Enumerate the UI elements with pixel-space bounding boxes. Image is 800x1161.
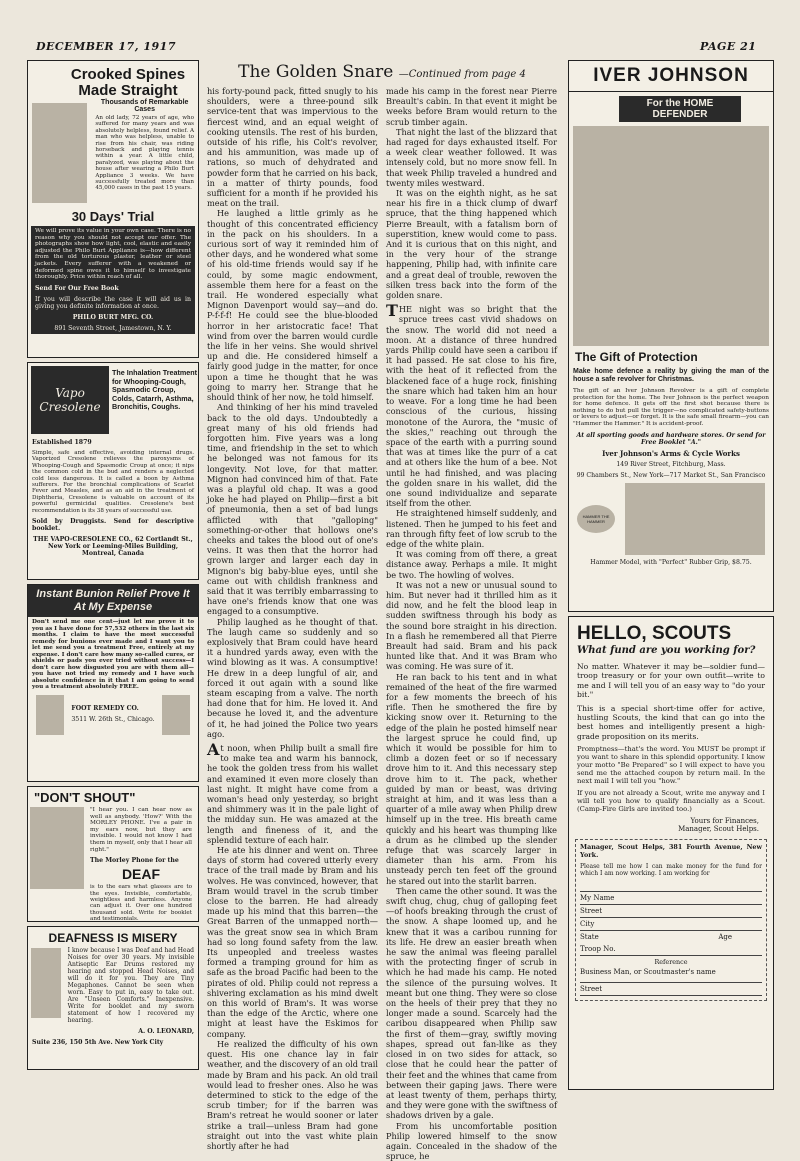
coupon-field-age[interactable]: Age [718,933,732,942]
man-listening-drawing [30,807,84,889]
story-paragraph: his forty-pound pack, fitted snugly to his shoulders, were a three-pound silk service-tent that was impervious to the fiercest wind, and an equal weight of cooking utensils. The rest of his burden, outside of his rifle, his Colt's revolver, and his ammunition, was made up of rations, so much of dehydrated and powder form that he carried on his back, in a matter of thirty pounds, food sufficient for a month if he provided his meat on the trail. [207,86,378,209]
story-paragraph: He realized the difficulty of his own quest. His one chance lay in fair weather, and the discovery of an old trail made by Bram and his pack. An old trail would lead to fresher ones. Also he was determined to stick to the edge of the scrub timber; for if the barren was Bram's retreat he would sooner or later strike a trail—unless Bram had gone straight out into the vast white plain shortly after he had [207,1038,378,1151]
gift-of-protection-title: The Gift of Protection [575,350,698,364]
dont-shout-body: "I hear you. I can hear now as well as anybody. 'How?' With the MORLEY PHONE. I've a pair in my ears now, but they are invisible. I would not know I had them in myself, only that I hear all right." [90,807,192,853]
foot-remedy-address: 3511 W. 26th St., Chicago. [71,715,155,723]
iver-address2: 99 Chambers St., New York—717 Market St., San Francisco [576,471,766,479]
story-continued: —Continued from page 4 [398,69,526,80]
iver-company: Iver Johnson's Arms & Cycle Works [602,448,740,458]
vapo-company: THE VAPO-CRESOLENE CO., 62 Cortlandt St., New York or Leeming-Miles Building, Montreal, Canada [33,536,193,558]
free-book-heading: Send For Our Free Book [35,284,119,292]
hammer-stamp-text: HAMMER THE HAMMER [582,513,610,524]
philo-burt-company: PHILO BURT MFG. CO. [72,313,154,321]
foot-right-drawing [162,695,190,735]
scouts-body2: This is a special short-time offer for active, hustling Scouts, the kind that can go into the best homes and intelligently present a high-grade proposition on its merits. [577,703,765,741]
scouts-title: HELLO, SCOUTS [577,623,732,644]
vapo-logo: Vapo Cresolene [39,386,101,414]
scouts-subtitle: What fund are you working for? [577,645,756,656]
scouts-coupon[interactable] [575,839,767,1001]
story-paragraph: He ran back to his tent and in what remained of the heat of the fire warmed for a few moments the breech of his rifle. Then he smothered the fire by kicking snow over it. Returning to the edge of the plain he posted himself near the largest spruce he could find, up which it would be possible for him to climb a dozen feet or so if necessary drove him to it. And this necessary step drove him to it. The pack, whether guided by man or beast, was driving straight at him, and it was less than a quarter of a mile away when Philip drew himself up in the tree. His breath came quickly and his heart was thumping like a drum as he climbed up the slender refuge that was scarcely larger in diameter than his arm. From his unsteady perch ten feet off the ground he stared out into the starlit barren. [386,671,557,886]
portrait-drawing [31,948,61,1018]
dont-shout-body2: is to the ears what glasses are to the eyes. Invisible, comfortable, weightless and harmless. Anyone can adjust it. Over one hundred thousand sold. Write for booklet and testimonials. [90,884,192,923]
scouts-body: No matter. Whatever it may be—soldier fund—troop treasury or for your own outfit—write to me and I will tell you of an easy way to "do your bit." [577,662,765,700]
page-number: PAGE 21 [700,40,757,53]
deafness-title: DEAFNESS IS MISERY [48,931,178,945]
story-text-columns [207,86,557,1161]
bunion-relief-ad [27,584,199,782]
story-paragraph: It was not a new or unusual sound to him. But never had it thrilled him as it did now, and he felt the blood leap in sudden swiftness through his body as the sound bore straight in his direction. In a flash he remembered all that Pierre Breault had said. Bram and his pack hunted like that. And it was Bram who was coming. He was sure of it. [386,579,557,672]
crooked-spines-ad [27,60,199,358]
couple-illustration [573,126,769,346]
story-paragraph: At noon, when Philip built a small fire to make tea and warm his bannock, he took the golden tress from his wallet and examined it even more closely than last night. It might have come from a woman's head only yesterday, so bright and shimmery was it in the pale light of the midday sun. He was amazed at the length and fineness of it, and the splendid texture of each hair. [207,740,378,845]
story-column-2 [386,86,557,1161]
coupon-field-troop[interactable]: Troop No. [580,945,762,956]
vapo-sold: Sold by Druggists. Send for descriptive booklet. [32,518,194,533]
hammer-stamp [577,505,615,533]
left-ads-column [27,60,199,1095]
story-paragraph: He ate his dinner and went on. Three days of storm had covered utterly every trace of the trail made by Bram and his wolves. He was convinced, however, that Bram would travel in the scrub timber close to the barren. He had already made up his mind that this barren—the Great Barren of the unmapped north—was the great snow sea in which Bram had so long found safety from the law. Its unpeopled and treeless wastes formed a tramping ground for him as safe as the broad Pacific had been to the pirates of old. Philip could not repress a shivering exclamation as his mind dwelt on this world of Bram's. It was worse than the edge of the Arctic, where one might at least have the Eskimos for company. [207,845,378,1039]
foot-remedy-company: FOOT REMEDY CO. [71,704,139,712]
story-paragraph: It was coming from off there, a great distance away. Perhaps a mile. It might be two. The howling of wolves. [386,549,557,580]
story-paragraph: And thinking of her his mind traveled back to the old days. Undoubtedly a great many of his old friends had forgotten him. Five years was a long time, and friendship in the set to which he belonged was not famous for its longevity. Not love, for that matter. Mignon had convinced him of that. Fate was a playful old chap. It was a good joke he had played on Philip—first a bit of pneumonia, then a set of bad lungs afflicted with that "galloping" something-or-other that hollows one's cheeks and takes the blood out of one's veins. It was then that the horror had grown larger and larger each day in Mignon's big baby-blue eyes, until she came out with childish frankness and said that it was terribly embarrassing to have one's friends know that one was engaged to a consumptive. [207,402,378,617]
coupon-field-city[interactable]: City [580,920,762,931]
right-ads-column [568,60,774,1095]
woman-photo [32,103,87,203]
dont-shout-title: "DON'T SHOUT" [34,790,136,805]
deaf-heading: DEAF [121,866,161,883]
story-paragraph: From his uncomfortable position Philip lowered himself to the snow again. Concealed in the shadow of the spruce, he [386,1120,557,1161]
vapo-established: Established 1879 [32,439,92,446]
gift-body2: The gift of an Iver Johnson Revolver is a gift of complete protection for the home. The Iver Johnson is the perfect weapon for home defence. It gets off the first shot because there is nothing to do but pull the trigger—no complicated safety-buttons or levers to adjust—or forget. It is the safe small firearm—you can "Hammer the Hammer." It is accident-proof. [573,388,769,427]
iver-address: 149 River Street, Fitchburg, Mass. [616,460,726,468]
coupon-field-street[interactable]: Street [580,907,762,918]
coupon-field-state[interactable]: State [580,933,599,942]
story-paragraph: It was on the eighth night, as he sat near his fire in a thick clump of dwarf spruce, that the thing happened which Pierre Breault, with a fatalism born of superstition, knew would come to pass. And it is curious that on this night, and in the very hour of the strange happening, Philip had, with infinite care and a great deal of trouble, rewoven the silken tress back into the form of the golden snare. [386,188,557,301]
vapo-side: The Inhalation Treatment for Whooping-Cough, Spasmodic Croup, Colds, Catarrh, Asthma, Bronchitis, Coughs. [112,368,198,412]
story-title-text: The Golden Snare [238,62,394,82]
foot-left-drawing [36,695,64,735]
bunion-title: Instant Bunion Relief Prove It At My Expense [28,585,198,617]
trial-heading: 30 Days' Trial [71,209,155,224]
coupon-state-age-row [580,933,762,943]
iver-tagline: For the HOME DEFENDER [619,96,741,122]
bunion-body: Don't send me one cent—just let me prove it to you as I have done for 57,532 others in the last six months. I claim to have the most successful remedy for bunions ever made and I want you to let me send you a treatment Free, entirely at my expense. I don't care how many so-called cures, or shields or pads you ever tried without success—I don't care how disgusted you are with them all—you have not tried my remedy and I have such absolute confidence in it that I am going to send you a treatment absolutely FREE. [32,619,194,690]
crooked-spines-title: Crooked Spines Made Straight [70,66,186,99]
story-title [207,62,557,82]
story-paragraph: made his camp in the forest near Pierre Breault's cabin. In that event it might be weeks before Bram would return to the scrub timber again. [386,86,557,127]
crooked-spines-subtitle: Thousands of Remarkable Cases [100,99,189,113]
coupon-reference-label: Reference [654,958,688,967]
page-date: DECEMBER 17, 1917 [36,40,176,53]
scouts-sign2: Manager, Scout Helps. [678,825,759,834]
gift-body: Make home defence a reality by giving the man of the house a safe revolver for Christmas. [573,368,769,383]
trial-body: We will prove its value in your own case. There is no reason why you should not accept our offer. The photographs show how light, cool, elastic and easily adjusted the Philo Burt Appliance is—how different from the old torturous plaster, leather or steel jackets. Every sufferer with a weakened or deformed spine owes it to himself to investigate thoroughly. Price within reach of all. [35,228,191,281]
revolver-caption: Hammer Model, with "Perfect" Rubber Grip, $8.75. [590,558,752,566]
story-paragraph: That night the last of the blizzard that had raged for days exhausted itself. For a week clear weather followed. It was intensely cold, but no more snow fell. In that week Philip traveled a hundred and twenty miles westward. [386,126,557,188]
philo-burt-address: 891 Seventh Street, Jamestown, N. Y. [54,324,172,332]
story-column-1 [207,86,378,1161]
vapo-cresolene-ad [27,362,199,580]
iver-stores: At all sporting goods and hardware stores. Or send for Free Booklet "A." [576,431,766,446]
coupon-field-street2[interactable]: Street [580,985,762,996]
deafness-body: I know because I was Deaf and had Head Noises for over 30 years. My invisible Antiseptic Ear Drums restored my hearing and stopped Head Noises, and will do it for you. They are Tiny Megaphones. Cannot be seen when worn. Easy to put in, easy to take out. Are "Unseen Comforts." Inexpensive. Write for booklet and my sworn statement of how I recovered my hearing. [67,947,194,1024]
iver-johnson-brand: IVER JOHNSON [569,61,773,92]
vapo-body: Simple, safe and effective, avoiding internal drugs. Vaporized Cresolene relieves the paroxysms of Whooping-Cough and Spasmodic Croup at once; it nips the common cold in the bud and renders a neglected cold less dangerous. It is called a boon by Asthma sufferers. For the bronchial complications of Scarlet Fever and Measles, and as an aid in the treatment of Diphtheria, Cresolene is valuable on account of its powerful germicidal qualities. Cresolene's best recommendation is its 38 years of successful use. [32,450,194,514]
story-paragraph: Philip laughed as he thought of that. The laugh came so suddenly and so explosively that Bram could have heard it a hundred yards away, even with the wind blowing as it was. A consumptive! He drew in a deep lungful of air, and forced it out again with a sound like steam escaping from a valve. The north had done that for him. He loved it. And because he loved it, and the adventure of it, he had joined the Police two years ago. [207,616,378,739]
story-paragraph: He laughed a little grimly as he thought of this concentrated efficiency in the pack on his shoulders. In a curious sort of way it reminded him of other days, and he wondered what some of his old-time friends would say if he could, by some magic endowment, assemble them here for a feast on the trail. He wondered especially what Mignon Davenport would say—and do. P-f-f-f! He could see the blue-blooded horror in her aristocratic face! That wind from over the barren would curdle the life in her veins. She would shrivel up and die. He considered himself a fairly good judge in the matter, for once upon a time he thought that he was going to marry her. Strange that he should think of her now, he told himself. [207,208,378,403]
coupon-body: Please tell me how I can make money for the fund for which I am now working. I am working for [580,863,762,878]
story-paragraph: THE night was so bright that the spruce trees cast vivid shadows on the snow. The world did not need a moon. At a distance of three hundred yards Philip could have seen a caribou if it had passed. He sat close to his fire, with the heat of it reflected from the blackened face of a huge rock, finishing the snare which had taken him an hour to weave. For a long time he had been conscious of the curious, hissing monotone of the Aurora, the "music of the skies," reaching out through the space of the earth with a purring sound that was at times like the purr of a cat and at others like the hum of a bee. Not until he had finished, and was placing the golden snare in his wallet, did the one sound individualize and separate itself from the other. [386,301,557,509]
leonard-address: Suite 236, 150 5th Ave. New York City [32,1039,164,1046]
story-paragraph: Then came the other sound. It was the swift chug, chug, chug of galloping feet—of hoofs breaking through the crust of the snow. A shape loomed up, and he knew that it was a caribou running for its life. He drew an easier breath when he saw the animal was fleeing parallel with the protecting finger of scrub in which he had made his camp. He noted the silence of the pursuing wolves. It meant but one thing. They were so close on the heels of their prey that they no longer made a sound. Scarcely had the caribou disappeared when Philip saw the first of them—gray, swiftly moving shapes, spread out fan-like as they closed in on two sides for attack, so close that he could hear the patter of their feet and the whines that came from between their gaping jaws. There were at least twenty of them, perhaps thirty, and they were gone with the swiftness of shadows driven by a gale. [386,885,557,1121]
coupon-heading: Manager, Scout Helps, 381 Fourth Avenue, New York. [580,843,762,859]
scouts-body3: Promptness—that's the word. You MUST be prompt if you want to share in this splendid opportunity. I know your motto "Be Prepared" so I will expect to have you send me the attached coupon by return mail. In the next mail I will tell you "how." [577,745,765,786]
deafness-ad [27,926,199,1070]
story-section [207,60,557,1161]
scouts-body4: If you are not already a Scout, write me anyway and I will tell you how to qualify financially as a Scout. (Camp-Fire Girls are invited too.) [577,789,765,814]
story-paragraph: He straightened himself suddenly, and listened. Then he jumped to his feet and ran through fifty feet of low scrub to the edge of the white plain. [386,508,557,549]
coupon-field[interactable] [580,881,762,892]
leonard-name: A. O. LEONARD, [138,1028,194,1035]
revolver-illustration [625,483,765,555]
dont-shout-ad [27,786,199,922]
iver-johnson-ad [568,60,774,612]
crooked-spines-body: An old lady, 72 years of age, who suffered for many years and was absolutely helpless, found relief. A man who was helpless, unable to rise from his chair, was riding horseback and playing tennis within a year. A little child, paralyzed, was playing about the house after wearing a Philo Burt Appliance 3 weeks. We have successfully treated more than 45,000 cases in the past 15 years. [95,115,194,192]
hello-scouts-ad [568,616,774,1090]
scouts-sign1: Yours for Finances, [690,817,759,826]
free-book-body: If you will describe the case it will aid us in giving you definite information at once. [35,295,191,310]
morley-phone-line: The Morley Phone for the [90,857,179,865]
coupon-field-name[interactable]: My Name [580,894,762,905]
coupon-field-business[interactable]: Business Man, or Scoutmaster's name [580,968,762,983]
